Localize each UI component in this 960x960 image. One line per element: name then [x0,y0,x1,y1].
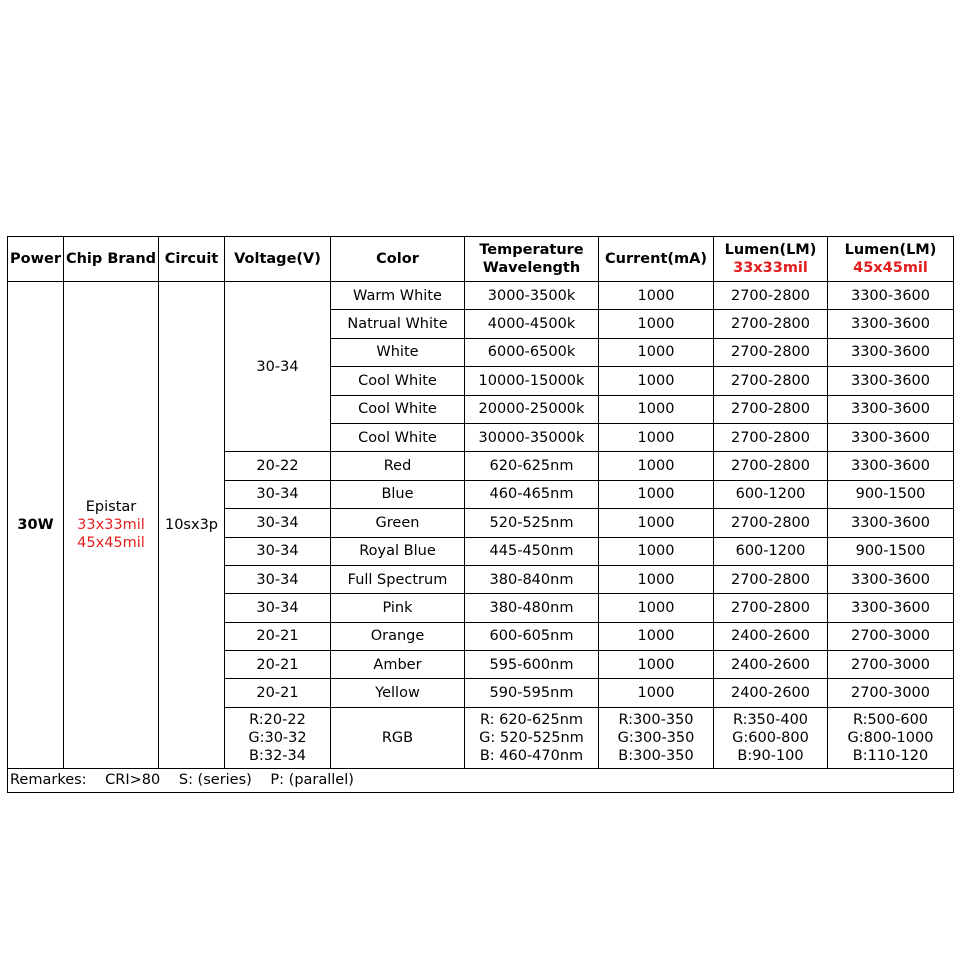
current-cell: 1000 [599,423,714,451]
rgb-current-g: G:300-350 [617,729,695,746]
lumen-33-cell: 2700-2800 [714,367,828,395]
table-body [8,282,954,793]
color-cell: Full Spectrum [331,565,465,593]
header-current: Current(mA) [599,237,714,282]
lumen-45-cell: 3300-3600 [828,367,954,395]
temperature-cell: 3000-3500k [465,282,599,310]
current-cell: 1000 [599,310,714,338]
remarks-row [8,768,954,792]
current-cell: 1000 [599,282,714,310]
header-lumen-33 [714,237,828,282]
power-cell: 30W [8,282,64,769]
color-cell: Cool White [331,423,465,451]
header-temperature [465,237,599,282]
color-cell: Red [331,452,465,480]
rgb-lm33-r: R:350-400 [732,711,809,728]
chip-size-33: 33x33mil [77,516,145,533]
current-cell: 1000 [599,480,714,508]
voltage-cell: 30-34 [225,565,331,593]
rgb-voltage-b: B:32-34 [249,747,306,764]
lumen-33-cell: 2700-2800 [714,452,828,480]
current-cell: 1000 [599,594,714,622]
rgb-lm33-b: B:90-100 [737,747,804,764]
lumen-33-cell: 2700-2800 [714,423,828,451]
rgb-current-r: R:300-350 [618,711,694,728]
lumen-33-cell: 2400-2600 [714,651,828,679]
header-temperature-line2: Wavelength [482,260,581,276]
header-lumen-45-line1: Lumen(LM) [844,241,937,258]
lumen-33-cell: 2700-2800 [714,395,828,423]
chip-brand-name: Epistar [85,498,137,515]
lumen-33-cell: 2400-2600 [714,622,828,650]
voltage-cell: 30-34 [225,594,331,622]
circuit-cell: 10sx3p [159,282,225,769]
lumen-33-cell: 2700-2800 [714,509,828,537]
current-cell: 1000 [599,622,714,650]
rgb-voltage-g: G:30-32 [248,729,307,746]
lumen-45-cell: 3300-3600 [828,310,954,338]
temperature-cell: 445-450nm [465,537,599,565]
lumen-45-cell: 2700-3000 [828,651,954,679]
chip-size-45: 45x45mil [77,534,145,551]
lumen-45-cell: 900-1500 [828,537,954,565]
remarks-label: Remarkes: [10,772,87,789]
temperature-cell: 600-605nm [465,622,599,650]
header-voltage: Voltage(V) [225,237,331,282]
voltage-cell: 30-34 [225,480,331,508]
header-row [8,237,954,282]
lumen-33-cell: 2700-2800 [714,594,828,622]
current-cell: 1000 [599,679,714,707]
temperature-cell: 595-600nm [465,651,599,679]
remarks-cell [8,768,954,792]
current-cell: 1000 [599,565,714,593]
header-chip-brand: Chip Brand [64,237,159,282]
lumen-33-cell: 2700-2800 [714,282,828,310]
temperature-cell: 590-595nm [465,679,599,707]
voltage-cell: 20-21 [225,651,331,679]
lumen-33-cell: 600-1200 [714,480,828,508]
temperature-cell: 20000-25000k [465,395,599,423]
current-cell: 1000 [599,651,714,679]
remarks-series: S: (series) [178,772,252,789]
header-lumen-45-line2: 45x45mil [853,260,928,276]
current-cell: 1000 [599,395,714,423]
header-lumen-33-line1: Lumen(LM) [724,241,817,258]
temperature-cell: 4000-4500k [465,310,599,338]
temperature-cell: 520-525nm [465,509,599,537]
lumen-33-cell: 2700-2800 [714,565,828,593]
table-row [8,282,954,310]
rgb-lumen-33-cell [714,707,828,768]
lumen-45-cell: 900-1500 [828,480,954,508]
current-cell: 1000 [599,452,714,480]
voltage-cell: 20-21 [225,622,331,650]
temperature-cell: 380-840nm [465,565,599,593]
lumen-33-cell: 600-1200 [714,537,828,565]
lumen-45-cell: 3300-3600 [828,338,954,366]
color-cell: Cool White [331,367,465,395]
table-header [8,237,954,282]
rgb-voltage-cell [225,707,331,768]
rgb-temp-b: B: 460-470nm [479,747,584,764]
rgb-color-cell: RGB [331,707,465,768]
color-cell: Green [331,509,465,537]
voltage-cell: 20-21 [225,679,331,707]
voltage-cell: 30-34 [225,509,331,537]
temperature-cell: 460-465nm [465,480,599,508]
header-color: Color [331,237,465,282]
lumen-45-cell: 3300-3600 [828,565,954,593]
lumen-33-cell: 2700-2800 [714,310,828,338]
temperature-cell: 10000-15000k [465,367,599,395]
header-lumen-45 [828,237,954,282]
rgb-current-cell [599,707,714,768]
lumen-45-cell: 2700-3000 [828,679,954,707]
lumen-45-cell: 3300-3600 [828,509,954,537]
color-cell: Amber [331,651,465,679]
lumen-45-cell: 3300-3600 [828,423,954,451]
lumen-45-cell: 3300-3600 [828,594,954,622]
rgb-lm45-g: G:800-1000 [847,729,934,746]
temperature-cell: 620-625nm [465,452,599,480]
color-cell: White [331,338,465,366]
current-cell: 1000 [599,367,714,395]
voltage-cell: 30-34 [225,537,331,565]
color-cell: Natrual White [331,310,465,338]
rgb-lm45-r: R:500-600 [852,711,929,728]
remarks-parallel: P: (parallel) [270,772,354,789]
voltage-cell: 20-22 [225,452,331,480]
color-cell: Blue [331,480,465,508]
lumen-33-cell: 2400-2600 [714,679,828,707]
lumen-33-cell: 2700-2800 [714,338,828,366]
lumen-45-cell: 3300-3600 [828,395,954,423]
rgb-temperature-cell [465,707,599,768]
rgb-current-b: B:300-350 [618,747,694,764]
color-cell: Cool White [331,395,465,423]
lumen-45-cell: 3300-3600 [828,452,954,480]
rgb-lm45-b: B:110-120 [852,747,929,764]
temperature-cell: 380-480nm [465,594,599,622]
header-power: Power [8,237,64,282]
color-cell: Orange [331,622,465,650]
lumen-45-cell: 2700-3000 [828,622,954,650]
current-cell: 1000 [599,509,714,537]
header-lumen-33-line2: 33x33mil [733,260,808,276]
color-cell: Warm White [331,282,465,310]
temperature-cell: 30000-35000k [465,423,599,451]
temperature-cell: 6000-6500k [465,338,599,366]
current-cell: 1000 [599,537,714,565]
white-voltage-cell: 30-34 [225,282,331,452]
header-temperature-line1: Temperature [479,241,584,258]
color-cell: Pink [331,594,465,622]
header-circuit: Circuit [159,237,225,282]
color-cell: Yellow [331,679,465,707]
rgb-temp-r: R: 620-625nm [479,711,584,728]
rgb-temp-g: G: 520-525nm [479,729,584,746]
led-spec-table [7,236,954,793]
lumen-45-cell: 3300-3600 [828,282,954,310]
remarks-cri: CRI>80 [105,772,161,789]
current-cell: 1000 [599,338,714,366]
rgb-lm33-g: G:600-800 [732,729,809,746]
chip-brand-cell [64,282,159,769]
rgb-voltage-r: R:20-22 [249,711,306,728]
rgb-lumen-45-cell [828,707,954,768]
color-cell: Royal Blue [331,537,465,565]
